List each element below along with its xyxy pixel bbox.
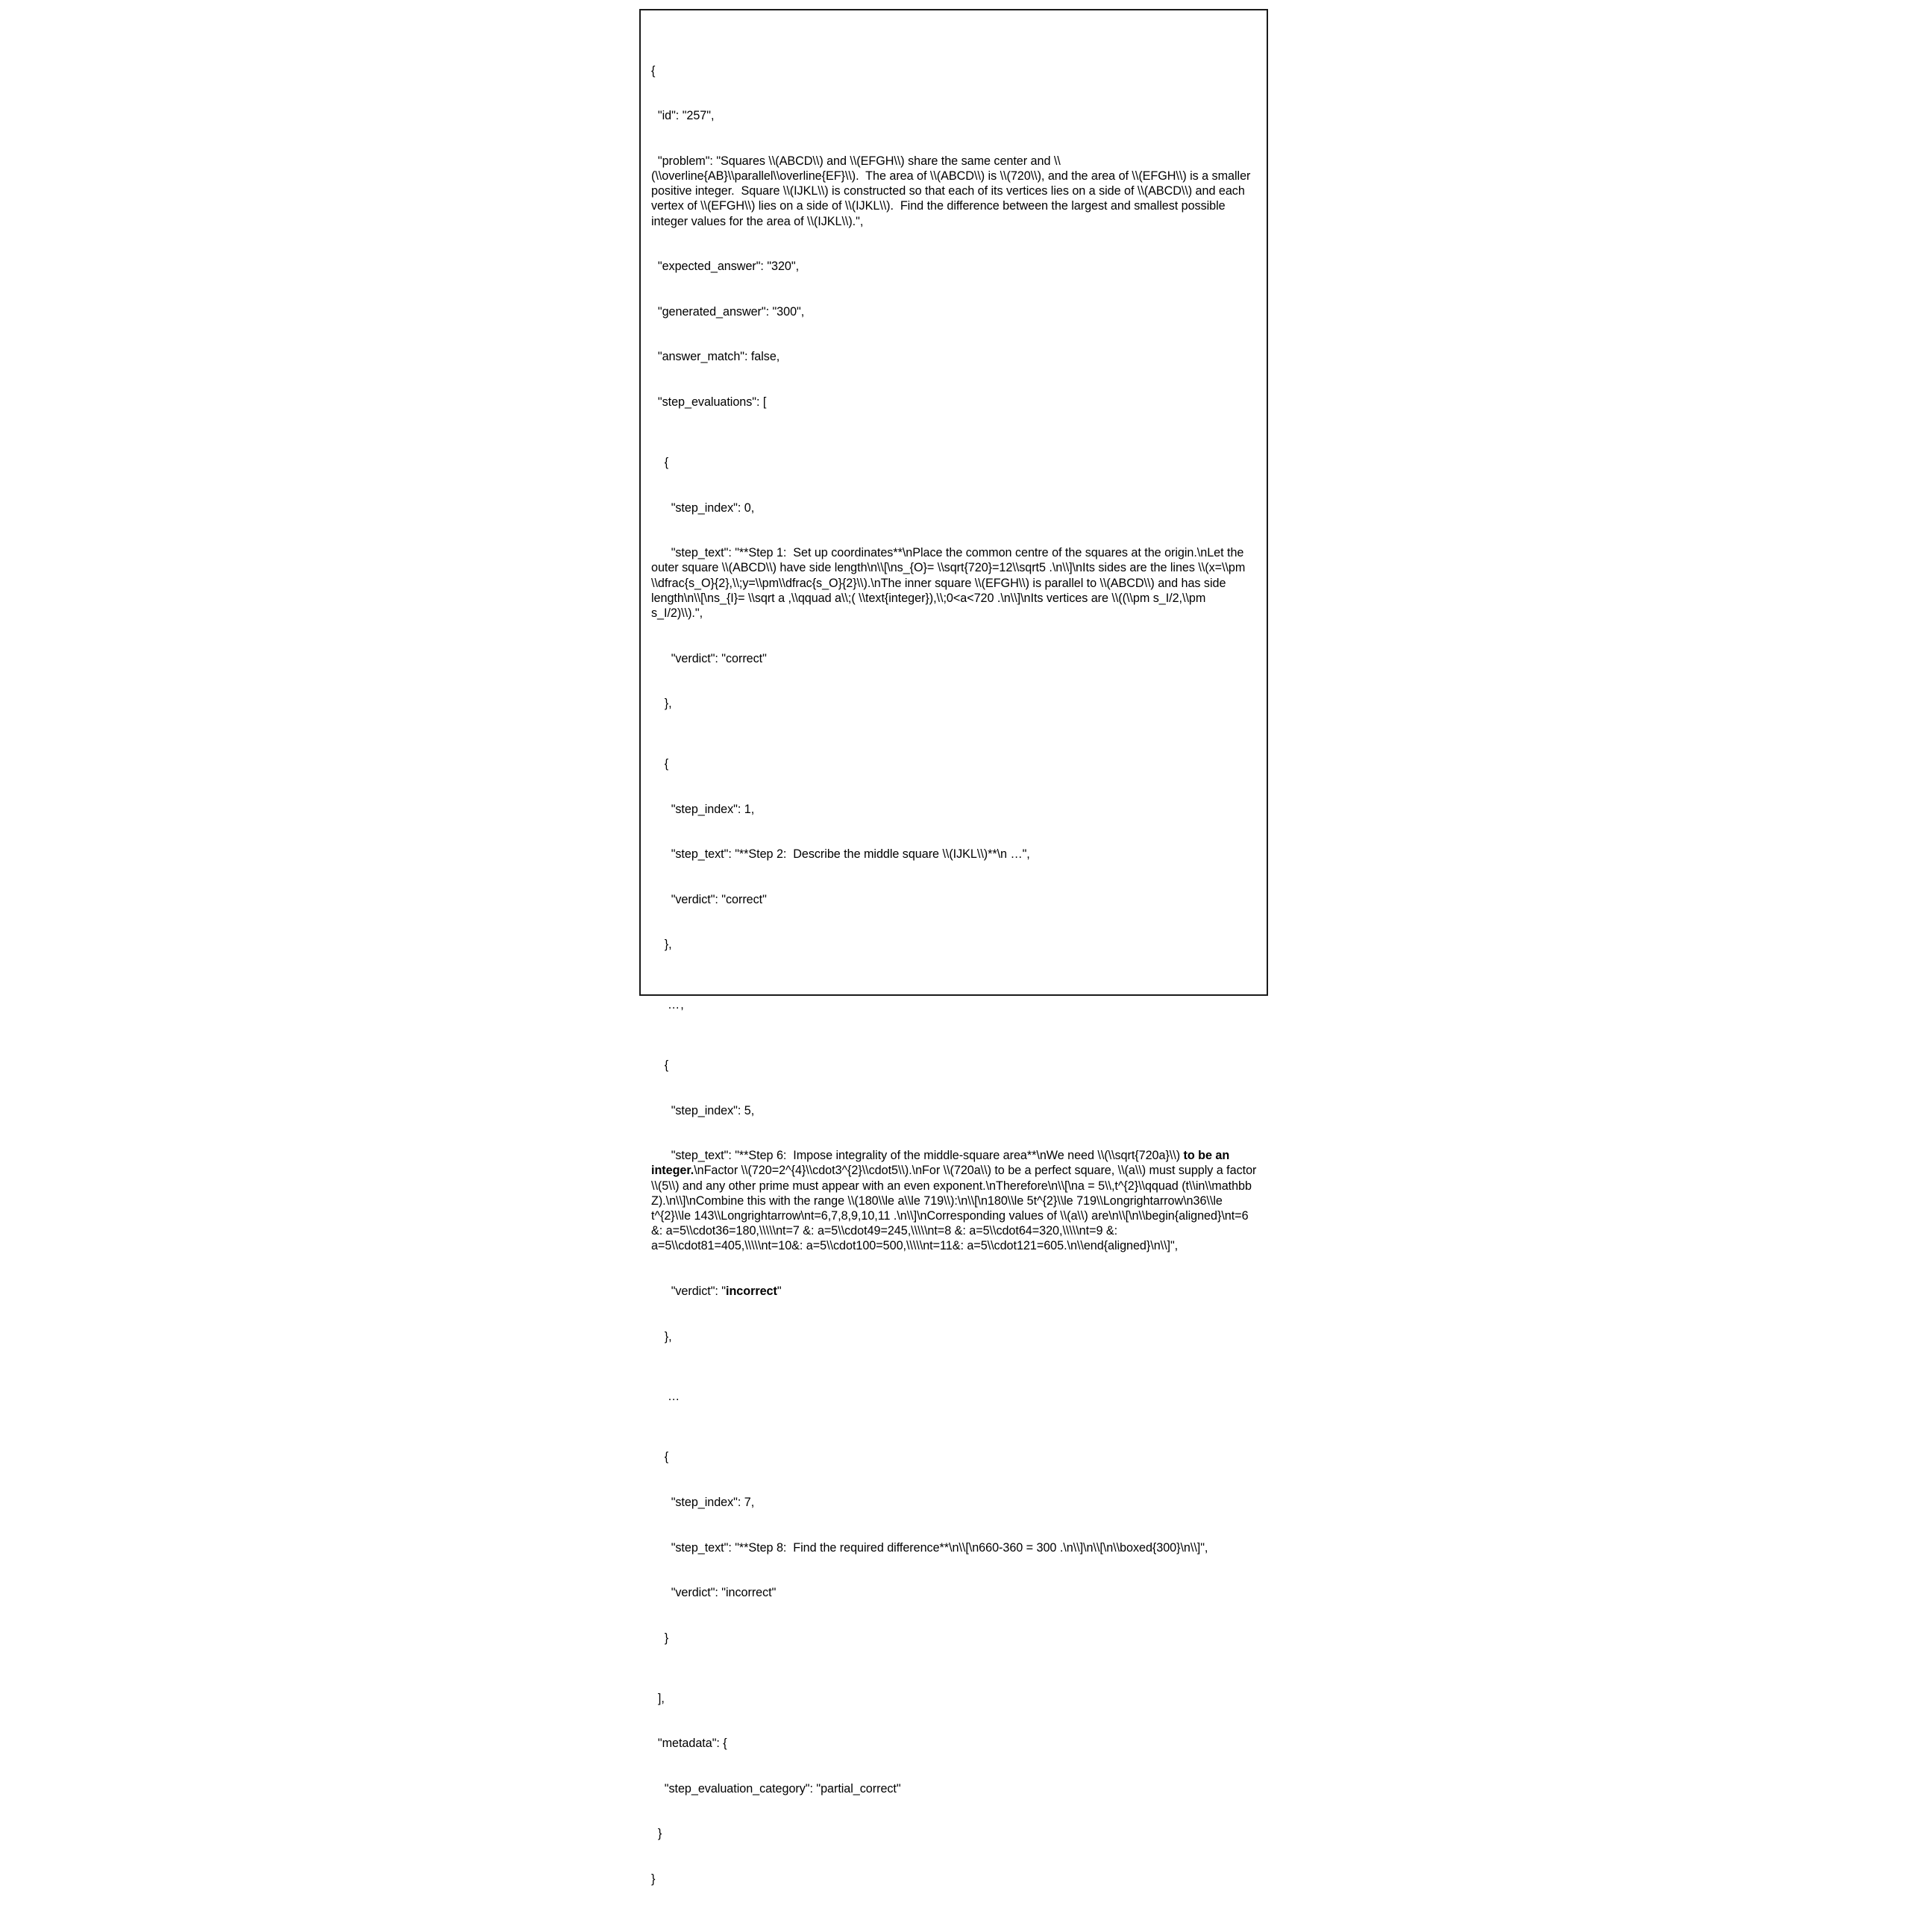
step-object-open: {: [651, 756, 669, 771]
step-verdict-0: "verdict": "correct": [651, 651, 767, 665]
json-text-body: [651, 18, 1258, 1932]
step-verdict-5-suffix: ": [777, 1285, 782, 1299]
step-verdict-7: "verdict": "incorrect": [651, 1586, 777, 1600]
json-field-answer-match: "answer_match": false,: [651, 350, 780, 364]
json-field-step-evaluations-open: "step_evaluations": [: [651, 395, 767, 410]
step-verdict-5: [651, 1284, 1258, 1299]
json-field-step-evaluations-close: ],: [651, 1691, 665, 1705]
step-object-close: }: [651, 1631, 669, 1645]
step-verdict-5-prefix: "verdict": ": [651, 1285, 726, 1299]
step-object-open: {: [651, 1058, 669, 1073]
steps-ellipsis-first: …,: [651, 998, 685, 1012]
step-text-5-bold-phrase: to be an integer.: [651, 1149, 1233, 1178]
json-field-metadata-open: "metadata": {: [651, 1737, 727, 1751]
step-object-close: },: [651, 1329, 672, 1343]
step-index-5: "step_index": 5,: [651, 1103, 755, 1117]
json-open-brace: {: [651, 63, 656, 78]
json-field-step-evaluation-category: "step_evaluation_category": "partial_correct": [651, 1781, 901, 1795]
json-field-problem: "problem": "Squares \\(ABCD\\) and \\(EFGH\\) share the same center and \\(\\overline{AB}\\parallel\\overline{EF}\\). The area of \\(ABCD\\) is \\(720\\), and the area of \\(EFGH\\) is a smaller positive integer. Square \\(IJKL\\) is constructed so that each of its vertices lies on a side of \\(ABCD\\) and each vertex of \\(EFGH\\) lies on a side of \\(IJKL\\). Find the difference between the largest and smallest possible integer values for the area of \\(IJKL\\).",: [651, 154, 1254, 228]
step-text-7: "step_text": "**Step 8: Find the required difference**\n\\[\n660-360 = 300 .\n\\]\n\\[\n\\boxed{300}\n\\]",: [651, 1540, 1208, 1555]
step-object-open: {: [651, 455, 669, 469]
step-text-5: [651, 1148, 1258, 1253]
step-object-close: },: [651, 697, 672, 711]
step-text-1: "step_text": "**Step 2: Describe the middle square \\(IJKL\\)**\n …",: [651, 847, 1030, 862]
json-field-generated-answer: "generated_answer": "300",: [651, 304, 805, 319]
step-text-5-part-b: \nFactor \\(720=2^{4}\\cdot3^{2}\\cdot5\\).\nFor \\(720a\\) to be a perfect square, \\(a\\) must supply a factor \\(5\\) and any other prime must appear with an even exponent.\nTherefore\n\\[\na = 5\\,t^{2}\\qquad (t\\in\\mathbb Z).\n\\]\nCombine this with the range \\(180\\le a\\le 719\\):\n\\[\n180\\le 5t^{2}\\le 719\\Longrightarrow\n36\\le t^{2}\\le 143\\Longrightarrow\nt=6,7,8,9,10,11 .\n\\]\nCorresponding values of \\(a\\) are\n\\[\n\\begin{aligned}\nt=6 &: a=5\\cdot36=180,\\\\\nt=7 &: a=5\\cdot49=245,\\\\\nt=8 &: a=5\\cdot64=320,\\\\\nt=9 &: a=5\\cdot81=405,\\\\\nt=10&: a=5\\cdot100=500,\\\\\nt=11&: a=5\\cdot121=605.\n\\end{aligned}\n\\]",: [651, 1164, 1260, 1253]
step-index-0: "step_index": 0,: [651, 501, 755, 515]
json-field-id: "id": "257",: [651, 109, 715, 123]
json-field-expected-answer: "expected_answer": "320",: [651, 260, 800, 274]
json-record-panel: [639, 9, 1268, 1886]
step-verdict-1: "verdict": "correct": [651, 892, 767, 906]
step-object-close: },: [651, 938, 672, 952]
steps-ellipsis-second: …: [651, 1390, 681, 1404]
json-field-metadata-close: }: [651, 1827, 662, 1841]
json-close-brace: }: [651, 1872, 656, 1886]
step-index-1: "step_index": 1,: [651, 802, 755, 816]
step-text-0: "step_text": "**Step 1: Set up coordinates**\nPlace the common centre of the squares at the origin.\nLet the outer square \\(ABCD\\) have side length\n\\[\ns_{O}= \\sqrt{720}=12\\sqrt5 .\n\\]\nIts sides are the lines \\(x=\\pm \\dfrac{s_O}{2},\\;y=\\pm\\dfrac{s_O}{2}\\).\nThe inner square \\(EFGH\\) is parallel to \\(ABCD\\) and has side length\n\\[\ns_{I}= \\sqrt a ,\\qquad a\\;( \\text{integer}),\\;0<a<720 .\n\\]\nIts vertices are \\((\\pm s_I/2,\\pm s_I/2)\\).",: [651, 546, 1249, 620]
step-verdict-5-value: incorrect: [726, 1285, 777, 1299]
step-text-5-part-a: "step_text": "**Step 6: Impose integrality of the middle-square area**\nWe need \\(\\sqrt{720a}\\): [651, 1149, 1184, 1163]
step-index-7: "step_index": 7,: [651, 1495, 755, 1509]
step-object-open: {: [651, 1450, 669, 1464]
